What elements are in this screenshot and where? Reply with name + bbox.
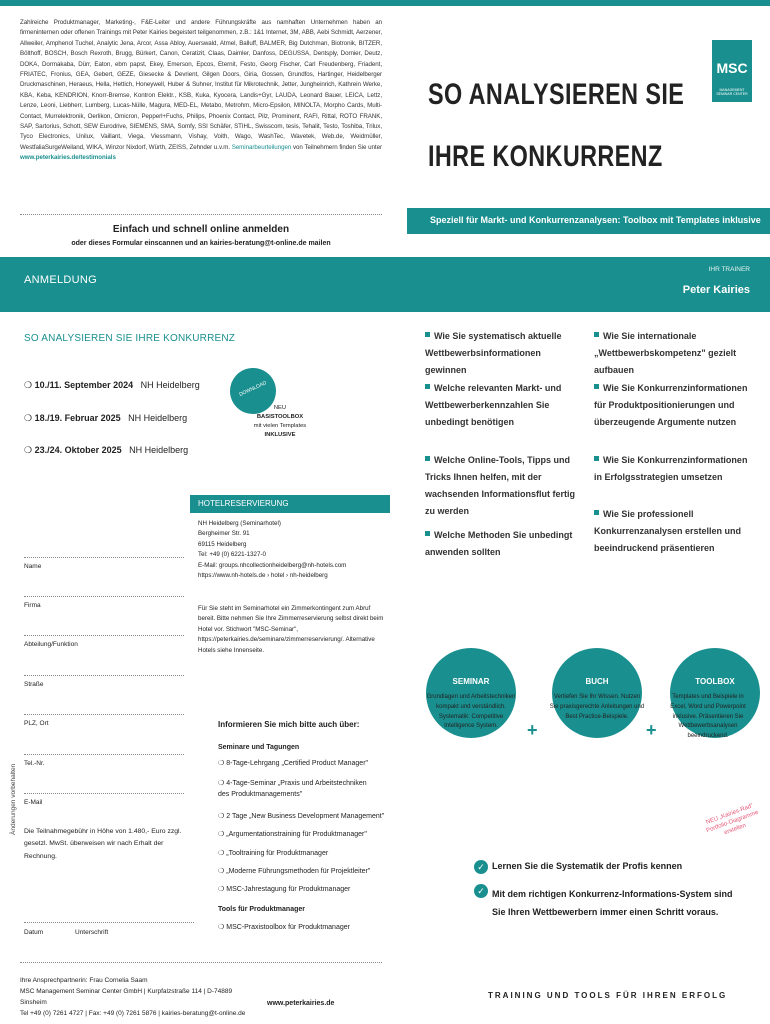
date-option-2[interactable]: ❍ 18./19. Februar 2025 NH Heidelberg — [24, 413, 188, 423]
website-link[interactable]: www.peterkairies.de — [267, 1000, 335, 1007]
benefit-4: Welche Methoden Sie unbedingt anwenden sollten — [425, 530, 573, 557]
registration-subheading: oder dieses Formular einscannen und an kairies-beratung@t-online.de mailen — [71, 240, 331, 247]
page-title-line1: SO ANALYSIEREN SIE — [428, 78, 685, 111]
check-icon: ✓ — [474, 860, 488, 874]
benefit-3: Welche Online-Tools, Tipps und Tricks Ihnen helfen, mit der wachsenden Informationsflut fertig zu werden — [425, 455, 576, 516]
signature-label: Unterschrift — [75, 929, 109, 936]
changes-reserved-note: Änderungen vorbehalten — [10, 763, 17, 835]
seminar-option-3[interactable]: ❍ 2 Tage „New Business Development Management" — [218, 813, 385, 820]
hotel-address: NH Heidelberg (Seminarhotel) Bergheimer Str. 91 69115 Heidelberg Tel: +49 (0) 6221-1327-0 E-Mail: groups.nhcollectionheidelberg@nh-hotels.com https://www.nh-hotels.de › hotel › nh-heidelberg — [198, 520, 347, 580]
seminar-circle-label: SEMINAR — [452, 677, 490, 686]
plus-icon: + — [646, 720, 657, 740]
hotel-heading: HOTELRESERVIERUNG — [190, 495, 390, 513]
footer-divider — [20, 962, 382, 963]
phone-label: Tel.-Nr. — [24, 760, 45, 767]
date-option-3[interactable]: ❍ 23./24. Oktober 2025 NH Heidelberg — [24, 445, 189, 455]
toolbox-circle-text: Templates und Beispiele in Excel, Word und Powerpoint inklusive. Präsentieren Sie Wettbewerbsanalysen beeindruckend. — [670, 694, 746, 740]
book-circle-text: Vertiefen Sie Ihr Wissen. Nutzen Sie praxisgerechte Anleitungen und Best Practice-Beispiele. — [549, 694, 645, 720]
date-option-1[interactable]: ❍ 10./11. September 2024 NH Heidelberg — [24, 380, 200, 390]
benefit-8: Wie Sie professionell Konkurrenzanalysen erstellen und beeindruckend präsentieren — [594, 509, 742, 553]
benefit-5: Wie Sie internationale „Wettbewerbskompetenz" gezielt aufbauen — [594, 331, 737, 375]
top-accent-line — [0, 0, 770, 6]
fee-note: Die Teilnahmegebühr in Höhe von 1.480,- Euro zzgl. gesetzl. MwSt. überweisen wir nach Erhalt der Rechnung. — [24, 828, 182, 860]
seminar-option-2[interactable]: ❍ 4-Tage-Seminar „Praxis und Arbeitstechniken des Produktmanagements" — [218, 780, 367, 798]
email-field[interactable] — [24, 793, 184, 794]
plus-icon: + — [527, 720, 538, 740]
benefit-7: Wie Sie Konkurrenzinformationen in Erfolgsstrategien umsetzen — [594, 455, 748, 482]
seminar-title: SO ANALYSIEREN SIE IHRE KONKURRENZ — [24, 333, 236, 344]
msc-logo-subtext: MANAGEMENT SEMINAR CENTER — [716, 88, 748, 96]
info-heading: Informieren Sie mich bitte auch über: — [218, 720, 360, 729]
check-icon: ✓ — [474, 884, 488, 898]
tagline: TRAINING UND TOOLS FÜR IHREN ERFOLG — [488, 991, 728, 1000]
phone-field[interactable] — [24, 754, 184, 755]
benefit-1: Wie Sie systematisch aktuelle Wettbewerbsinformationen gewinnen — [425, 331, 562, 375]
msc-logo-text: MSC — [716, 60, 748, 76]
contact-info: Ihre Ansprechpartnerin: Frau Cornelia Saam MSC Management Seminar Center GmbH | Kurpfalzstraße 114 | D-74889 Sinsheim Tel +49 (0) 7261 4727 | Fax: +49 (0) 7261 5876 | kairies-beratung@t-online.de — [20, 977, 246, 1017]
company-field[interactable] — [24, 596, 184, 597]
new-toolbox-note: NEU BASISTOOLBOX mit vielen Templates INKLUSIVE — [253, 405, 307, 438]
department-label: Abteilung/Funktion — [24, 641, 78, 648]
company-label: Firma — [24, 602, 41, 609]
zip-city-field[interactable] — [24, 714, 184, 715]
check-text-2: Mit dem richtigen Konkurrenz-Informations-System sind Sie Ihren Wettbewerbern immer einen Schritt voraus. — [492, 889, 733, 917]
tools-heading: Tools für Produktmanager — [218, 906, 305, 913]
new-stamp: NEU „Kairies-Rad" Portfolio-Diagramme erstellen — [705, 803, 760, 837]
book-circle-label: BUCH — [585, 677, 609, 686]
benefit-2: Welche relevanten Markt- und Wettbewerberkennzahlen Sie unbedingt benötigen — [425, 383, 562, 427]
testimonials-url[interactable]: www.peterkairies.de/testimonials — [20, 154, 116, 162]
seminar-option-5[interactable]: ❍ „Tooltraining für Produktmanager — [218, 850, 329, 857]
name-label: Name — [24, 563, 42, 570]
trainer-label: IHR TRAINER — [708, 266, 750, 273]
references-text: Zahlreiche Produktmanager, Marketing-, F&E-Leiter und andere Führungskräfte aus namhaften Unternehmen haben an firmeninternen oder offenen Trainings mit Peter Kairies begeistert teilgenommen, z.B.: 1&1 Internet, 3M, ABB, Aebi Schmidt, Aerzener, Allweiler, Amphenol Tuchel, Analytic Jena, Arcor, Assa Abloy, Auerswald, Atmel, Balluff, BALMER, Big Dutchman, Biotronik, BITZER, Bölthoff, BOSCH, Bosch Rexroth, Brugg, Bürkert, Canon, Ceratizit, Claas, Daimler, Danfoss, DEGUSSA, Dentsply, Dornier, Deutz, DOKA, Dormakaba, Dürr, Eaton, ebm papst, Ekey, Emerson, Epcos, Eternit, Festo, Georg Fischer, Carl Freudenberg, Friadent, FRIATEC, Fronius, GEA, Gebert, GEZE, Giesecke & Devrient, Gilgen Doors, Giria, Gossen, Grundfos, Hartinger, Heidelberger Druckmaschinen, Heraeus, Hella, Hettich, Honeywell, Huber & Suhner, Institut für Mikrotechnik, Jetter, Jungheinrich, Kathrein Werke, KBA, Keba, KENDRION, Knorr-Bremse, Kontron Elektr., KSB, Kuka, Kyocera, Landis+Gyr, LAUDA, Leonard Bauer, LEICA, Lettz, Lenze, Leoni, Liebherr, Lumberg, Lucas-Nülle, Magura, MED-EL, Metabo, Metrohm, Micro-Epsilon, MINOLTA, Morpho Cards, Multi-Contact, Murrelektronik, Oerlikon, Omicron, Pepperl+Fuchs, Philips, Phoenix Contact, Pilz, Prominent, RAFI, Rittal, ROTO FRANK, SAP, Sartorius, Schott, SEW Eurodrive, SIEMENS, SMA, Somfy, SSI Schäfer, STIHL, Swisscom, tesis, Tehalit, Testo, Toshiba, Trilux, Tyco Electronics, Unilux, Vaillant, Viega, Viessmann, Vishay, Voith, Wago, WashTec, Wavetek, Web.de, Weidmüller, WestfaliaSurgeWeiland, WIKA, Winzor Nixdorf, Würth, ZEISS, Zehnder u.v.m. Seminarbeurteilungen von Teilnehmern finden Sie unter www.peterkairies.de/testimonials — [20, 19, 382, 162]
tool-option-1[interactable]: ❍ MSC-Praxistoolbox für Produktmanager — [218, 924, 350, 931]
seminars-heading: Seminare und Tagungen — [218, 744, 300, 751]
seminar-option-4[interactable]: ❍ „Argumentationstraining für Produktmanager" — [218, 831, 367, 838]
testimonials-link[interactable]: Seminarbeurteilungen — [231, 143, 292, 151]
benefit-6: Wie Sie Konkurrenzinformationen für Produktpositionierungen und überzeugende Argumente nutzen — [594, 383, 748, 427]
email-label: E-Mail — [24, 799, 43, 806]
trainer-name: Peter Kairies — [682, 284, 750, 296]
signature-field[interactable] — [24, 922, 194, 923]
registration-bar-label: ANMELDUNG — [24, 274, 97, 286]
seminar-option-7[interactable]: ❍ MSC-Jahrestagung für Produktmanager — [218, 886, 351, 893]
name-field[interactable] — [24, 557, 184, 558]
download-badge-label: DOWNLOAD — [238, 380, 268, 398]
street-label: Straße — [24, 681, 44, 688]
street-field[interactable] — [24, 675, 184, 676]
registration-heading: Einfach und schnell online anmelden — [112, 224, 290, 235]
check-text-1: Lernen Sie die Systematik der Profis kennen — [492, 861, 683, 871]
toolbox-circle-label: TOOLBOX — [695, 677, 735, 686]
seminar-option-1[interactable]: ❍ 8-Tage-Lehrgang „Certified Product Manager" — [218, 760, 369, 767]
zip-city-label: PLZ, Ort — [24, 720, 49, 727]
page-title-line2: IHRE KONKURRENZ — [428, 140, 663, 173]
subtitle: Speziell für Markt- und Konkurrenzanalysen: Toolbox mit Templates inklusive — [430, 215, 761, 225]
seminar-option-6[interactable]: ❍ „Moderne Führungsmethoden für Projektleiter" — [218, 868, 371, 875]
divider — [20, 214, 382, 215]
department-field[interactable] — [24, 635, 184, 636]
seminar-circle-text: Grundlagen und Arbeitstechniken kompakt und verständlich. Systematik: Competitive Intelligence System. — [426, 694, 516, 730]
date-label: Datum — [24, 929, 44, 936]
hotel-info: Für Sie steht im Seminarhotel ein Zimmerkontingent zum Abruf bereit. Bitte nehmen Sie Ihre Zimmerreservierung selbst direkt beim Hotel vor. Stichwort "MSC-Seminar", https://peterkairies.de/seminare/zimmerreservierung/. Alternative Hotels siehe Innenseite. — [198, 605, 384, 654]
